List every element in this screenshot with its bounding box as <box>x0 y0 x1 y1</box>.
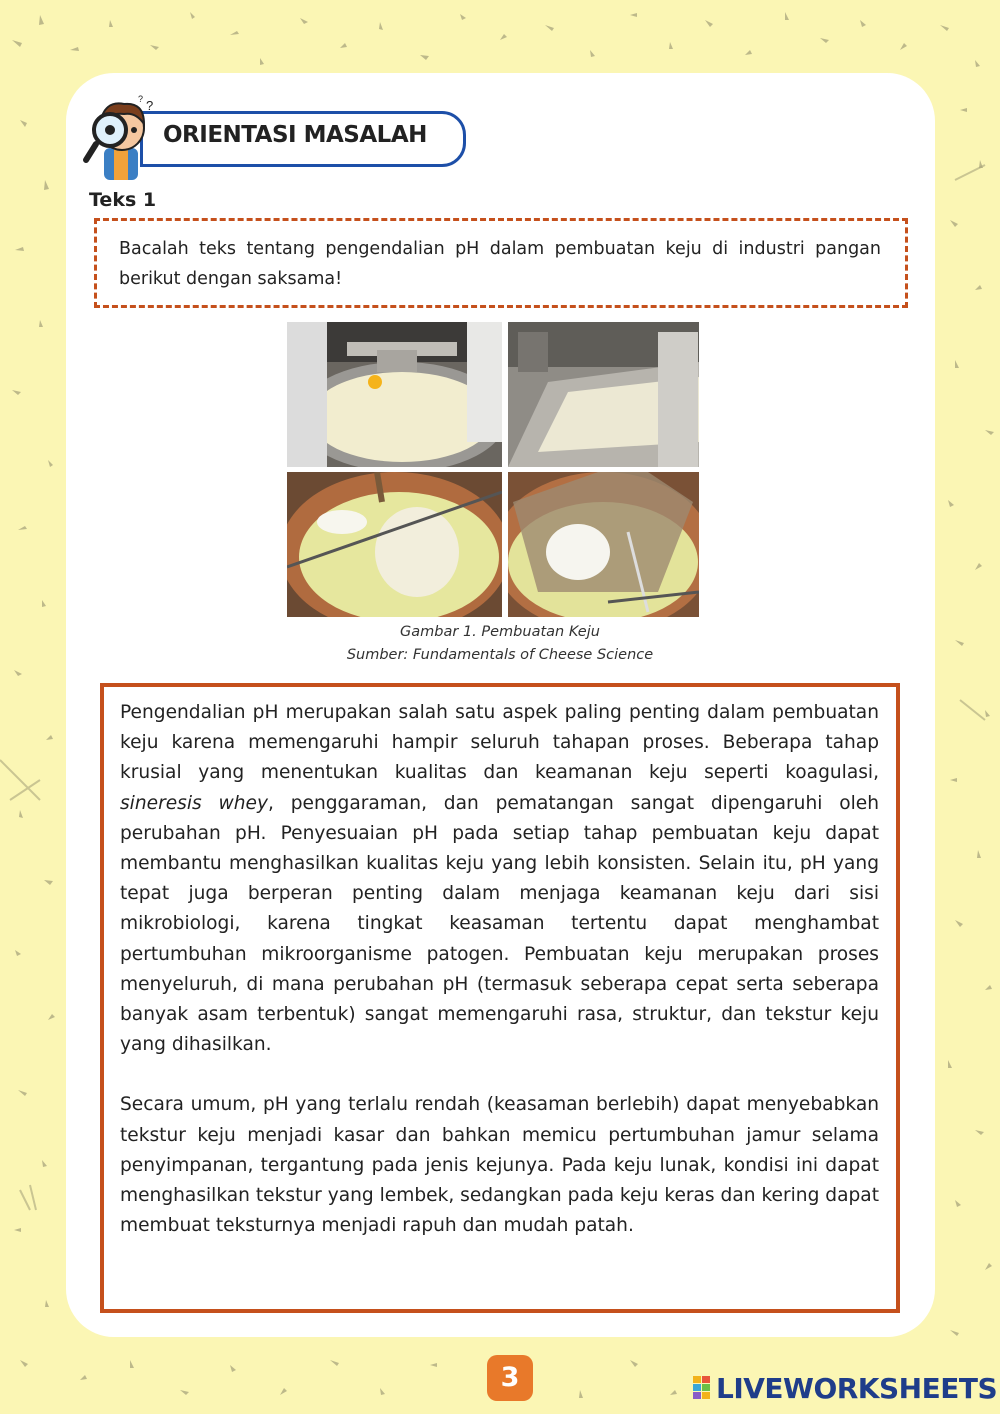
cheese-photo-collage <box>287 322 699 617</box>
svg-text:?: ? <box>146 98 154 113</box>
paragraph-1-part-a: Pengendalian pH merupakan salah satu aspek paling penting dalam pembuatan keju karena memengaruhi hampir seluruh tahapan proses. Beberapa tahap krusial yang menentukan kualitas dan keamanan keju seperti koagulasi, <box>120 702 879 784</box>
photo-cheese-cloth-lift <box>508 472 699 617</box>
reading-text-box <box>100 683 900 1313</box>
svg-text:?: ? <box>138 94 144 104</box>
page-number-badge: 3 <box>487 1355 533 1401</box>
paragraph-2: Secara umum, pH yang terlalu rendah (keasaman berlebih) dapat menyebabkan tekstur keju menjadi kasar dan bahkan memicu pertumbuhan jamur selama penyimpanan, tergantung pada jenis kejunya. Pada keju lunak, kondisi ini dapat menghasilkan tekstur yang lembek, sedangkan pada keju keras dan kering dapat membuat teksturnya menjadi rapuh dan mudah patah. <box>120 1094 879 1237</box>
figure-caption: Gambar 1. Pembuatan Keju <box>400 624 600 640</box>
figure-source: Sumber: Fundamentals of Cheese Science <box>346 647 654 663</box>
liveworksheets-logo-icon <box>693 1376 710 1400</box>
paragraph-1 <box>120 698 879 1060</box>
page-title: ORIENTASI MASALAH <box>163 122 427 148</box>
paragraph-1-italic-term: sineresis whey <box>120 792 268 814</box>
instruction-text: Bacalah teks tentang pengendalian pH dalam pembuatan keju di industri pangan berikut dengan saksama! <box>119 239 881 289</box>
photo-cheese-vat-stirring <box>287 322 502 467</box>
liveworksheets-brand[interactable]: LIVEWORKSHEETS <box>716 1372 998 1405</box>
instruction-box <box>94 218 908 308</box>
section-label: Teks 1 <box>89 189 157 211</box>
photo-copper-vat-curd <box>287 472 502 617</box>
detective-mascot-icon <box>80 90 172 182</box>
paragraph-1-part-b: , penggaraman, dan pematangan sangat dipengaruhi oleh perubahan pH. Penyesuaian pH pada setiap tahap pembuatan keju dapat membantu menghasilkan kualitas keju yang lebih konsisten. Selain itu, pH yang tepat juga berperan penting dalam menjaga keamanan keju dari sisi mikrobiologi, karena tingkat keasaman tertentu dapat menghambat pertumbuhan mikroorganisme patogen. Pembuatan keju merupakan proses menyeluruh, di mana perubahan pH (termasuk seberapa cepat serta seberapa banyak asam terbentuk) sangat memengaruhi rasa, struktur, dan tekstur keju yang dihasilkan. <box>120 792 879 1056</box>
photo-cheese-production-line <box>508 322 699 467</box>
